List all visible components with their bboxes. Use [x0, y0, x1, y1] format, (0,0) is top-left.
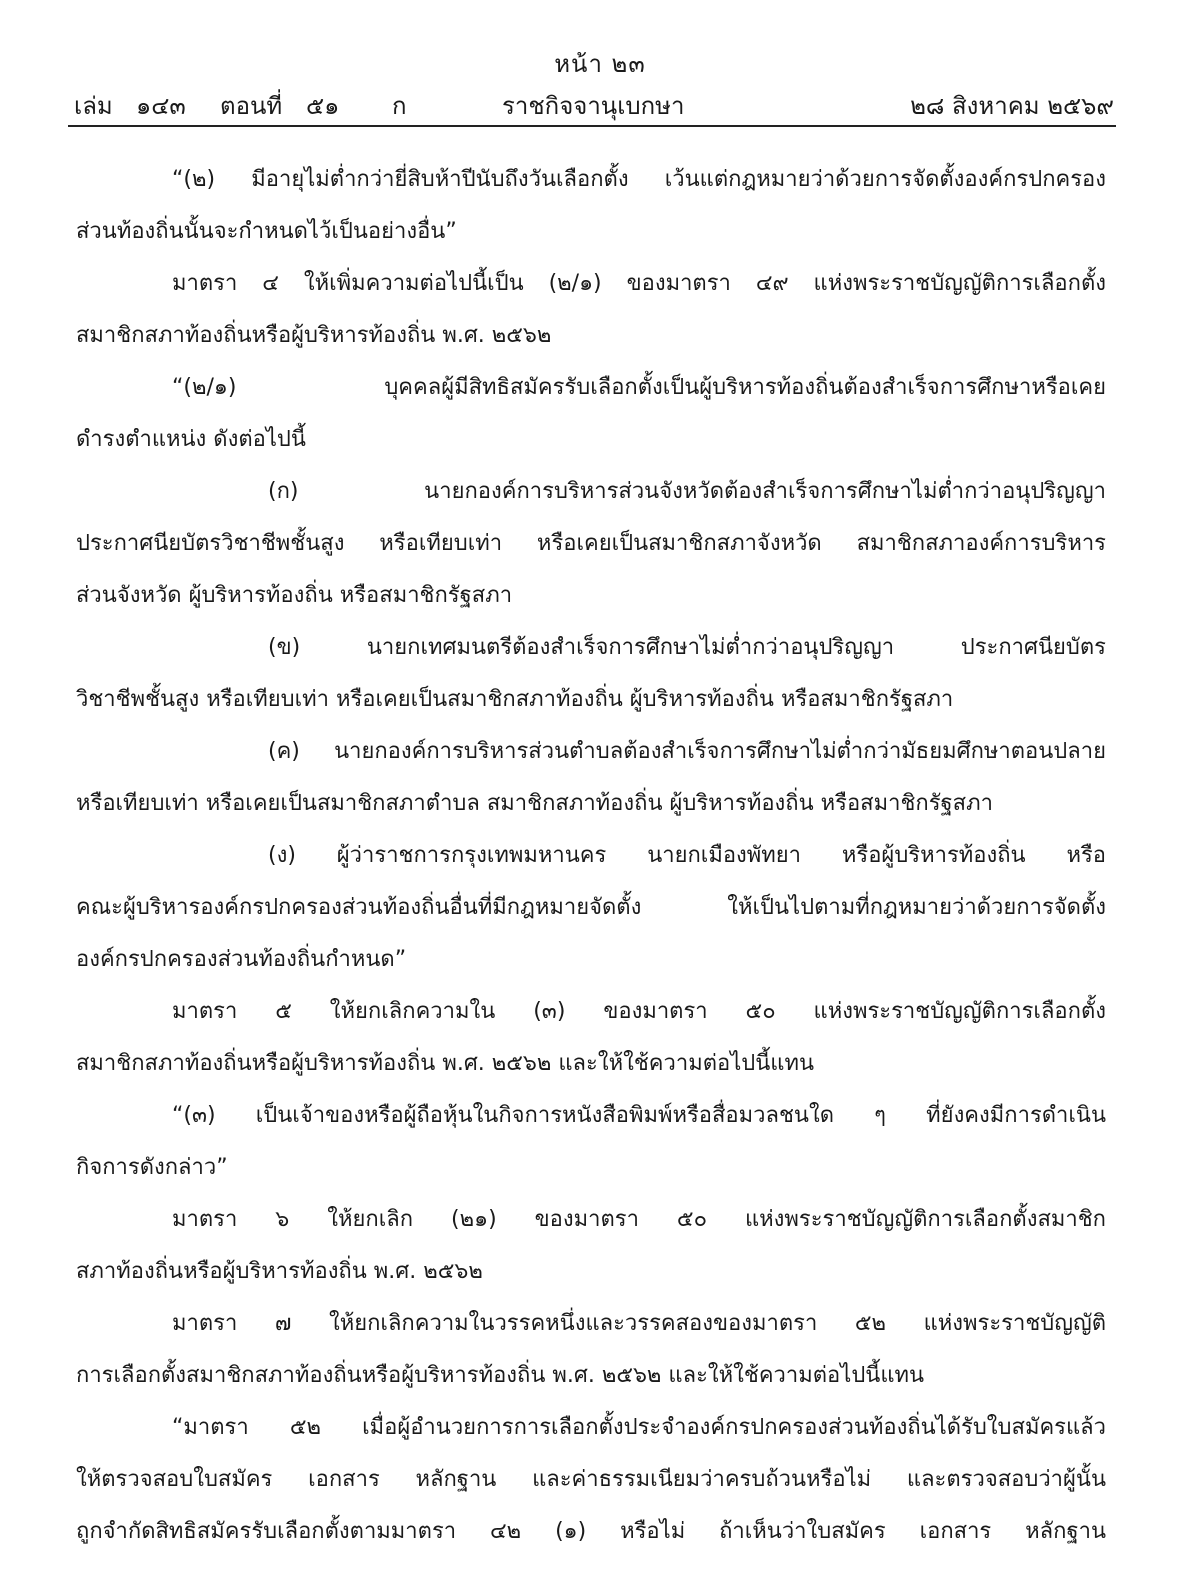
- gazette-header: [74, 86, 1114, 126]
- text-line: “(๒/๑) บุคคลผู้มีสิทธิสมัครรับเลือกตั้งเป็นผู้บริหารท้องถิ่นต้องสำเร็จการศึกษาหรือเคย: [172, 375, 1106, 400]
- text-line: สภาท้องถิ่นหรือผู้บริหารท้องถิ่น พ.ศ. ๒๕๖๒: [76, 1259, 483, 1284]
- gazette-name: ราชกิจจานุเบกษา: [502, 92, 685, 120]
- text-line: สมาชิกสภาท้องถิ่นหรือผู้บริหารท้องถิ่น พ.ศ. ๒๕๖๒: [76, 323, 552, 348]
- text-line: ประกาศนียบัตรวิชาชีพชั้นสูง หรือเทียบเท่า หรือเคยเป็นสมาชิกสภาจังหวัด สมาชิกสภาองค์การบริหาร: [76, 531, 1106, 556]
- text-line: มาตรา ๕ ให้ยกเลิกความใน (๓) ของมาตรา ๕๐ แห่งพระราชบัญญัติการเลือกตั้ง: [172, 999, 1106, 1024]
- text-line: สมาชิกสภาท้องถิ่นหรือผู้บริหารท้องถิ่น พ.ศ. ๒๕๖๒ และให้ใช้ความต่อไปนี้แทน: [76, 1051, 814, 1076]
- text-line: “(๓) เป็นเจ้าของหรือผู้ถือหุ้นในกิจการหนังสือพิมพ์หรือสื่อมวลชนใด ๆ ที่ยังคงมีการดำเนิน: [172, 1103, 1106, 1128]
- volume-number: ๑๔๓: [136, 92, 186, 120]
- volume-label: เล่ม: [74, 92, 113, 120]
- text-line: ให้ตรวจสอบใบสมัคร เอกสาร หลักฐาน และค่าธรรมเนียมว่าครบถ้วนหรือไม่ และตรวจสอบว่าผู้นั้น: [76, 1467, 1106, 1492]
- text-line: (ง) ผู้ว่าราชการกรุงเทพมหานคร นายกเมืองพัทยา หรือผู้บริหารท้องถิ่น หรือ: [268, 843, 1106, 868]
- text-line: (ก) นายกองค์การบริหารส่วนจังหวัดต้องสำเร็จการศึกษาไม่ต่ำกว่าอนุปริญญา: [268, 479, 1106, 504]
- text-line: ส่วนท้องถิ่นนั้นจะกำหนดไว้เป็นอย่างอื่น”: [76, 219, 457, 244]
- section-letter: ก: [392, 92, 407, 120]
- text-line: (ค) นายกองค์การบริหารส่วนตำบลต้องสำเร็จการศึกษาไม่ต่ำกว่ามัธยมศึกษาตอนปลาย: [268, 739, 1106, 764]
- text-line: ถูกจำกัดสิทธิสมัครรับเลือกตั้งตามมาตรา ๔๒ (๑) หรือไม่ ถ้าเห็นว่าใบสมัคร เอกสาร หลักฐาน: [76, 1519, 1106, 1544]
- text-line: การเลือกตั้งสมาชิกสภาท้องถิ่นหรือผู้บริหารท้องถิ่น พ.ศ. ๒๕๖๒ และให้ใช้ความต่อไปนี้แทน: [76, 1363, 925, 1388]
- document-body: [76, 154, 1106, 1558]
- text-line: วิชาชีพชั้นสูง หรือเทียบเท่า หรือเคยเป็นสมาชิกสภาท้องถิ่น ผู้บริหารท้องถิ่น หรือสมาชิกรัฐสภา: [76, 687, 954, 712]
- text-line: ส่วนจังหวัด ผู้บริหารท้องถิ่น หรือสมาชิกรัฐสภา: [76, 583, 513, 608]
- issue-label: ตอนที่: [220, 92, 283, 120]
- text-line: ดำรงตำแหน่ง ดังต่อไปนี้: [76, 427, 306, 452]
- text-line: มาตรา ๖ ให้ยกเลิก (๒๑) ของมาตรา ๕๐ แห่งพระราชบัญญัติการเลือกตั้งสมาชิก: [172, 1207, 1106, 1232]
- header-divider: [68, 125, 1116, 127]
- page-number: หน้า ๒๓: [554, 50, 646, 78]
- text-line: มาตรา ๗ ให้ยกเลิกความในวรรคหนึ่งและวรรคสองของมาตรา ๕๒ แห่งพระราชบัญญัติ: [172, 1311, 1106, 1336]
- text-line: (ข) นายกเทศมนตรีต้องสำเร็จการศึกษาไม่ต่ำกว่าอนุปริญญา ประกาศนียบัตร: [268, 635, 1106, 660]
- text-line: องค์กรปกครองส่วนท้องถิ่นกำหนด”: [76, 947, 407, 972]
- text-line: “(๒) มีอายุไม่ต่ำกว่ายี่สิบห้าปีนับถึงวันเลือกตั้ง เว้นแต่กฎหมายว่าด้วยการจัดตั้งองค์กรปกครอง: [172, 167, 1106, 192]
- text-line: กิจการดังกล่าว”: [76, 1155, 228, 1180]
- publication-date: ๒๘ สิงหาคม ๒๕๖๙: [910, 92, 1114, 120]
- text-line: “มาตรา ๕๒ เมื่อผู้อำนวยการการเลือกตั้งประจำองค์กรปกครองส่วนท้องถิ่นได้รับใบสมัครแล้ว: [172, 1415, 1106, 1440]
- issue-number: ๕๑: [306, 92, 340, 120]
- text-line: มาตรา ๔ ให้เพิ่มความต่อไปนี้เป็น (๒/๑) ของมาตรา ๔๙ แห่งพระราชบัญญัติการเลือกตั้ง: [172, 271, 1106, 296]
- text-line: คณะผู้บริหารองค์กรปกครองส่วนท้องถิ่นอื่นที่มีกฎหมายจัดตั้ง ให้เป็นไปตามที่กฎหมายว่าด้วยการจัดตั้ง: [76, 895, 1106, 920]
- text-line: หรือเทียบเท่า หรือเคยเป็นสมาชิกสภาตำบล สมาชิกสภาท้องถิ่น ผู้บริหารท้องถิ่น หรือสมาชิกรัฐสภา: [76, 791, 993, 816]
